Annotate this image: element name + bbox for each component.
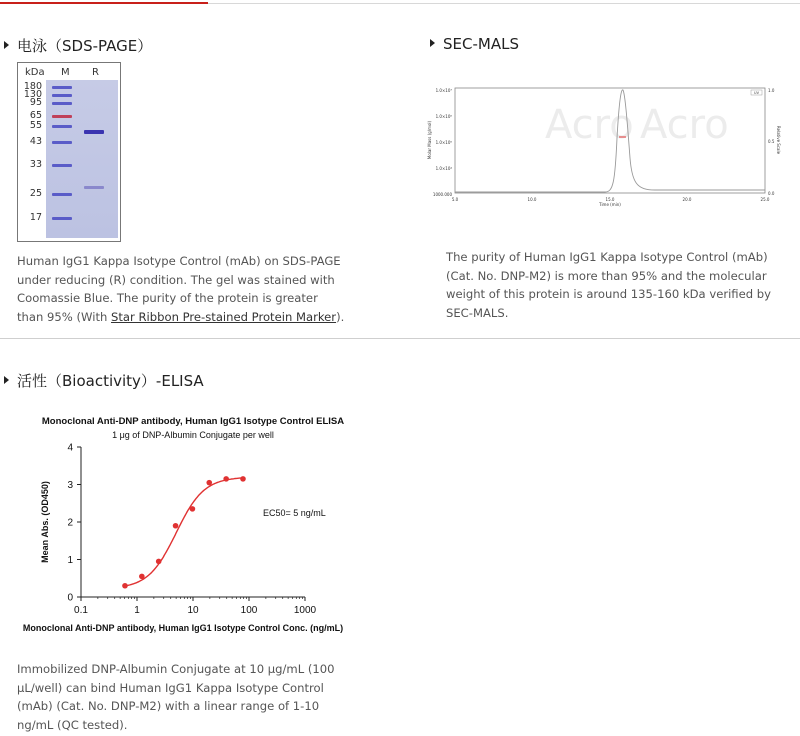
watermark-logo: Acro	[545, 102, 634, 148]
sec-y2label: Relative Scale	[776, 125, 781, 155]
sec-title-text: SEC-MALS	[443, 35, 519, 53]
gel-marker-band	[52, 164, 72, 167]
gel-marker-band	[52, 193, 72, 196]
sec-y2tick: 0.0	[768, 191, 775, 196]
sec-xlabel: Time (min)	[599, 202, 621, 207]
sec-ylabel: Molar Mass (g/mol)	[427, 120, 432, 160]
sec-ytick: 1.0×10⁶	[435, 114, 452, 119]
gel-marker-label: 43	[29, 136, 42, 147]
y-tick-label: 0	[67, 592, 73, 604]
sec-legend: UV	[754, 91, 759, 95]
gel-marker-label: 25	[29, 188, 42, 199]
bullet-triangle-icon	[430, 39, 435, 47]
elisa-description: Immobilized DNP-Albumin Conjugate at 10 μg/mL (100 μL/well) can bind Human IgG1 Kappa Isotype Control (mAb) (Cat. No. DNP-M2) with a linear range of 1-10 ng/mL (QC tested).	[17, 662, 335, 732]
data-point	[240, 476, 246, 482]
sds-title-text: 电泳（SDS-PAGE）	[17, 37, 153, 55]
gel-marker-label: 180	[23, 81, 42, 92]
sec-y2tick: 0.5	[768, 139, 775, 144]
y-tick-label: 3	[67, 480, 73, 491]
fit-curve	[125, 478, 244, 586]
data-point	[223, 476, 229, 482]
data-point	[190, 506, 196, 512]
gel-marker-band	[52, 94, 72, 97]
sds-section-title	[4, 35, 152, 56]
data-point	[206, 480, 212, 486]
sec-xtick: 10.0	[527, 197, 537, 202]
bullet-triangle-icon	[4, 41, 9, 49]
sec-ytick: 1.0×10⁷	[435, 88, 452, 93]
gel-image	[17, 62, 121, 242]
elisa-chart-subtitle: 1 μg of DNP-Albumin Conjugate per well	[112, 430, 274, 440]
active-tab-indicator	[0, 2, 208, 4]
sec-description: The purity of Human IgG1 Kappa Isotype Control (mAb) (Cat. No. DNP-M2) is more than 95% and the molecular weight of this protein is around 135-160 kDa verified by SEC-MALS.	[446, 250, 772, 320]
gel-marker-band	[52, 86, 72, 89]
sds-desc-text: Human IgG1 Kappa Isotype Control (mAb) on SDS-PAGE under reducing (R) condition. The gel was stained with Coomassie Blue. The purity of the protein is greater than 95% (With	[17, 254, 341, 324]
gel-marker-label: 17	[29, 212, 42, 223]
gel-sample-band	[84, 130, 104, 134]
sds-desc-end: ).	[336, 309, 345, 324]
sec-y2tick: 1.0	[768, 88, 775, 93]
gel-marker-band	[52, 102, 72, 105]
sec-section-title	[430, 35, 519, 53]
gel-kda-label: kDa	[25, 67, 45, 78]
marker-product-link[interactable]: Star Ribbon Pre-stained Protein Marker	[111, 309, 337, 324]
x-tick-label: 1000	[293, 605, 317, 616]
gel-marker-band	[52, 125, 72, 128]
data-point	[173, 523, 179, 529]
sds-description	[17, 252, 347, 326]
x-tick-label: 10	[187, 605, 199, 616]
gel-marker-band	[52, 141, 72, 144]
sec-xtick: 25.0	[760, 197, 770, 202]
x-tick-label: 0.1	[74, 605, 88, 616]
data-point	[139, 574, 145, 580]
ec50-annotation: EC50= 5 ng/mL	[263, 508, 326, 518]
elisa-chart-title: Monoclonal Anti-DNP antibody, Human IgG1 Isotype Control ELISA	[41, 416, 345, 427]
elisa-chart	[20, 440, 370, 640]
y-tick-label: 2	[67, 517, 73, 529]
sec-xtick: 15.0	[605, 197, 615, 202]
data-point	[156, 559, 162, 565]
gel-marker-band	[52, 115, 72, 118]
gel-marker-band	[52, 217, 72, 220]
y-tick-label: 1	[67, 555, 73, 566]
bullet-triangle-icon	[4, 376, 9, 384]
gel-marker-label: 33	[29, 159, 42, 170]
sec-ytick: 1000.000	[432, 192, 452, 197]
gel-marker-label: 55	[29, 120, 42, 131]
data-point	[122, 583, 128, 589]
sec-xtick: 20.0	[682, 197, 692, 202]
sec-mals-chart	[425, 78, 785, 208]
x-tick-label: 100	[240, 605, 258, 616]
section-divider	[0, 338, 800, 339]
gel-marker-label: 130	[23, 89, 42, 100]
y-tick-label: 4	[67, 442, 73, 454]
elisa-section-title	[4, 370, 204, 391]
sec-xtick: 5.0	[451, 197, 459, 202]
gel-marker-label: 95	[29, 97, 42, 108]
watermark-logo: Acro	[640, 102, 729, 148]
x-tick-label: 1	[134, 605, 140, 616]
y-axis-label: Mean Abs. (OD450)	[40, 481, 50, 563]
gel-marker-label: 65	[29, 110, 42, 121]
x-axis-label: Monoclonal Anti-DNP antibody, Human IgG1 Isotype Control Conc. (ng/mL)	[22, 623, 344, 633]
gel-lane-r-label: R	[92, 67, 99, 78]
sec-ytick: 1.0×10⁵	[435, 140, 452, 145]
gel-sample-band	[84, 186, 104, 189]
gel-lane-m-label: M	[61, 67, 70, 78]
elisa-title-text: 活性（Bioactivity）-ELISA	[17, 372, 204, 390]
sec-ytick: 1.0×10⁴	[435, 166, 452, 171]
